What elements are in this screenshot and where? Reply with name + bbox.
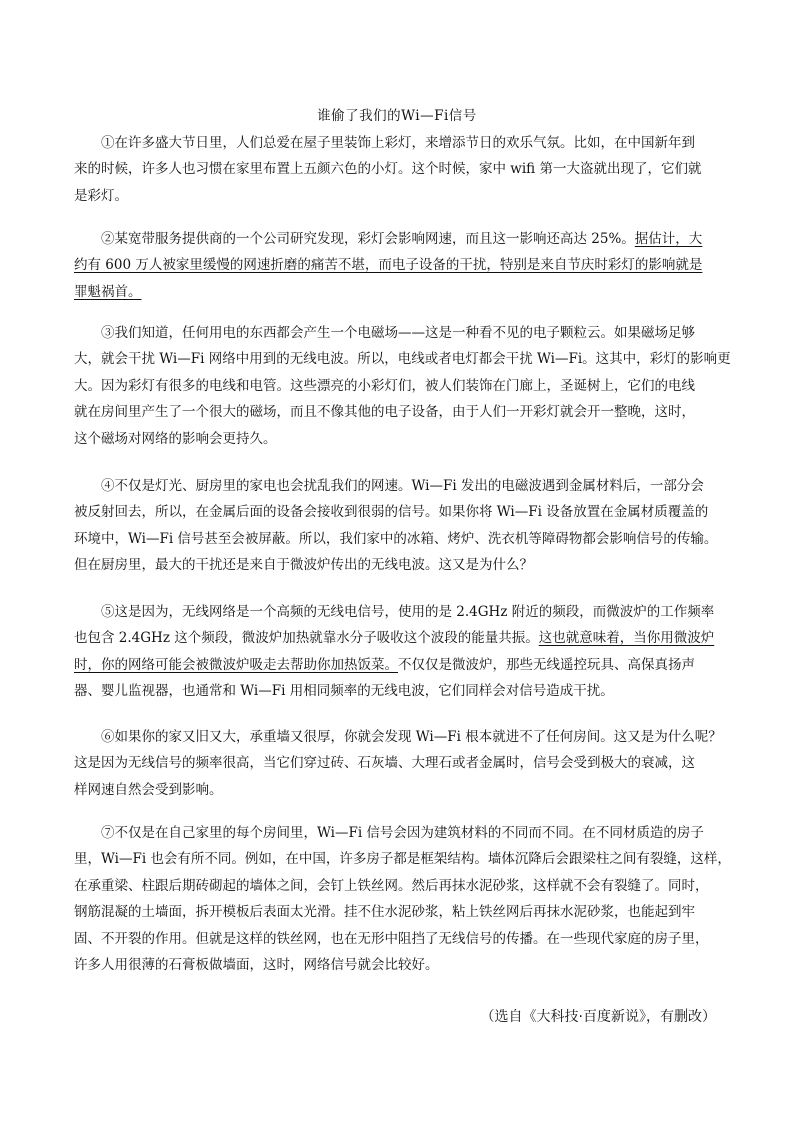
source-citation: （选自《大科技·百度新说》，有删改） (480, 1009, 716, 1025)
paragraph-line: ③我们知道，任何用电的东西都会产生一个电磁场——这是一种看不见的电子颗粒云。如果磁场足够 (74, 325, 695, 341)
paragraph-line: 里，Wi—Fi 也会有所不同。例如，在中国，许多房子都是框架结构。墙体沉降后会跟梁柱之间有裂缝，这样， (74, 851, 731, 868)
paragraph-line (74, 226, 724, 252)
paragraph-line: 这是因为无线信号的频率很高，当它们穿过砖、石灰墙、大理石或者金属时，信号会受到极大的衰减，这 (74, 755, 695, 772)
paragraph-line: 大，就会干扰 Wi—Fi 网络中用到的无线电波。所以，电线或者电灯都会干扰 Wi—Fi。这其中，彩灯的影响更 (74, 351, 731, 368)
paragraph-4 (74, 473, 724, 579)
article-title: 谁偷了我们的Wi—Fi信号 (317, 108, 477, 124)
paragraph-line: ⑤这是因为，无线网络是一个高频的无线电信号，使用的是 2.4GHz 附近的频段，而微波炉的工作频率 (74, 604, 715, 620)
paragraph-line: 来的时候，许多人也习惯在家里布置上五颜六色的小灯。这个时候，家中 wifi 第一大盗就出现了，它们就 (74, 161, 702, 178)
paragraph-line: 固、不开裂的作用。但就是这样的铁丝网，也在无形中阻挡了无线信号的传播。在一些现代家庭的房子里， (74, 930, 709, 947)
paragraph-line: 器、婴儿监视器，也通常和 Wi—Fi 用相同频率的无线电波，它们同样会对信号造成干扰。 (74, 683, 614, 700)
paragraph-text: ②某宽带服务提供商的一个公司研究发现，彩灯会影响网速，而且这一影响还高达 25%。 (74, 231, 635, 247)
paragraph-line: 许多人用很薄的石膏板做墙面，这时，网络信号就会比较好。 (74, 957, 439, 974)
paragraph-text: 也包含 2.4GHz 这个频段，微波炉加热就靠水分子吸收这个波段的能量共振。 (74, 630, 539, 647)
paragraph-line: ⑦不仅是在自己家里的每个房间里，Wi—Fi 信号会因为建筑材料的不同而不同。在不同材质造的房子 (74, 825, 704, 841)
paragraph-1 (74, 130, 724, 209)
underlined-text: 这也就意味着，当你用微波炉 (538, 630, 715, 647)
underlined-line: 约有 600 万人被家里缓慢的网速折磨的痛苦不堪，而电子设备的干扰，特别是来自节庆时彩灯的影响就是 (74, 257, 703, 274)
paragraph-line: 大。因为彩灯有很多的电线和电管。这些漂亮的小彩灯们，被人们装饰在门廊上，圣诞树上，它们的电线 (74, 377, 695, 394)
underlined-text: 据估计，大 (634, 231, 703, 247)
paragraph-7 (74, 820, 731, 978)
paragraph-line: 钢筋混凝的土墙面，拆开模板后表面太光滑。挂不住水泥砂浆，粘上铁丝网后再抹水泥砂浆，也能起到牢 (74, 904, 695, 921)
paragraph-line (74, 625, 724, 651)
paragraph-3 (74, 320, 731, 452)
paragraph-5 (74, 599, 724, 705)
paragraph-line (74, 652, 724, 678)
paragraph-line: 样网速自然会受到影响。 (74, 781, 223, 798)
paragraph-line: ⑥如果你的家又旧又大，承重墙又很厚，你就会发现 Wi—Fi 根本就进不了任何房间。这又是为什么呢？ (74, 729, 722, 745)
underlined-line: 罪魁祸首。 (74, 283, 142, 300)
underlined-text: 时，你的网络可能会被微波炉吸走去帮助你加热饭菜。 (74, 656, 398, 673)
paragraph-line: 在承重梁、柱跟后期砖砌起的墙体之间，会钉上铁丝网。然后再抹水泥砂浆，这样就不会有裂缝了。同时， (74, 877, 709, 894)
paragraph-line: 环境中，Wi—Fi 信号甚至会被屏蔽。所以，我们家中的冰箱、烤炉、洗衣机等障碍物都会影响信号的传输。 (74, 530, 718, 547)
paragraph-line: ①在许多盛大节日里，人们总爱在屋子里装饰上彩灯，来增添节日的欢乐气氛。比如，在中国新年到 (74, 135, 695, 151)
paragraph-line: 被反射回去，所以，在金属后面的设备会接收到很弱的信号。如果你将 Wi—Fi 设备放置在金属材质覆盖的 (74, 504, 709, 521)
paragraph-line: 是彩灯。 (74, 187, 128, 204)
paragraph-line: 就在房间里产生了一个很大的磁场，而且不像其他的电子设备，由于人们一开彩灯就会开一整晚，这时， (74, 404, 695, 421)
paragraph-2 (74, 226, 724, 305)
paragraph-line: 这个磁场对网络的影响会更持久。 (74, 430, 277, 447)
paragraph-6 (74, 724, 724, 803)
paragraph-text: 不仅仅是微波炉，那些无线遥控玩具、高保真扬声 (398, 656, 695, 673)
paragraph-line: ④不仅是灯光、厨房里的家电也会扰乱我们的网速。Wi—Fi 发出的电磁波遇到金属材料后，一部分会 (74, 478, 704, 494)
paragraph-line: 但在厨房里，最大的干扰还是来自于微波炉传出的无线电波。这又是为什么？ (74, 557, 533, 574)
